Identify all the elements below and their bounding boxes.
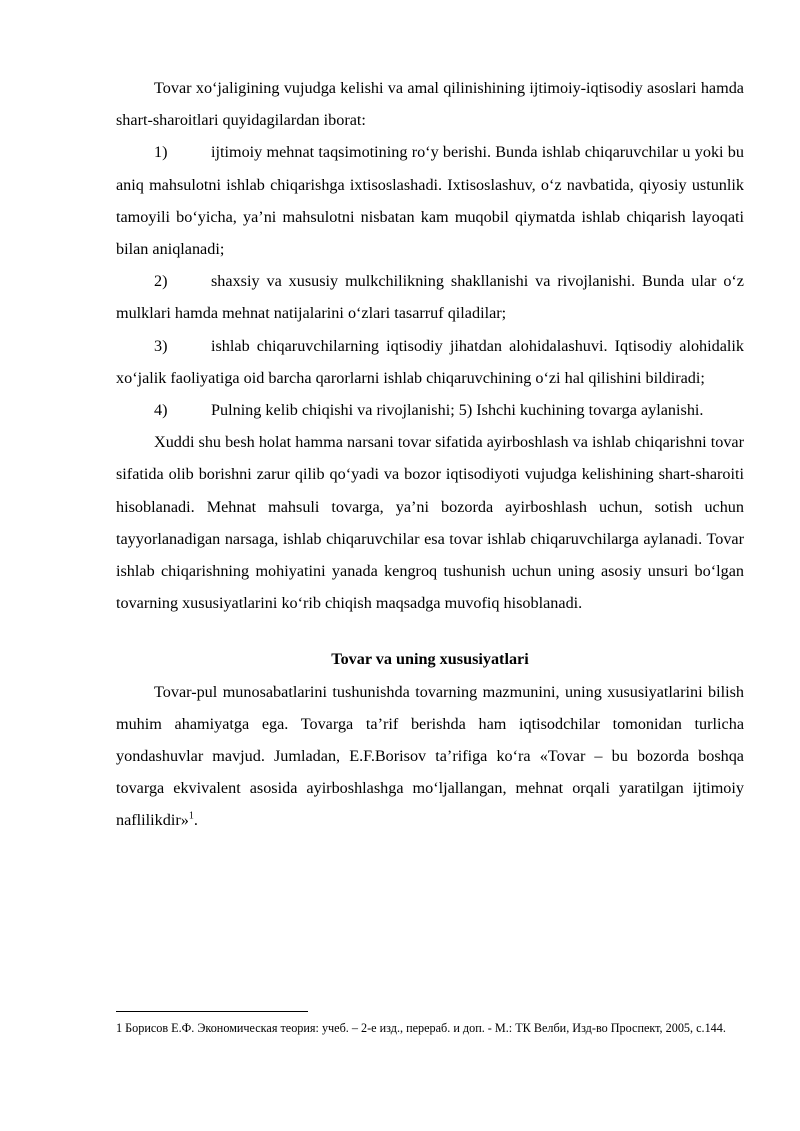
list-item-number: 2) — [154, 272, 168, 291]
list-item-number: 3) — [154, 336, 168, 355]
conclusion-paragraph: Xuddi shu besh holat hamma narsani tovar sifatida ayirboshlash va ishlab chiqarishni tovar sifatida olib borishni zarur qilib qo‘yadi va bozor iqtisodiyoti vujudga kelishining shart-sharoiti hisoblanadi. Mehnat mahsuli tovarga, ya’ni bozorda ayirboshlash uchun, sotish uchun tayyorlanadigan narsaga, ishlab chiqaruvchilar esa tovar ishlab chiqaruvchilarga aylanadi. Tovar ishlab chiqarishning mohiyatini yanada kengroq tushunish uchun uning asosiy unsuri bo‘lgan tovarning xususiyatlarini ko‘rib chiqish maqsadga muvofiq hisoblanadi. — [116, 433, 744, 613]
section-heading: Tovar va uning xususiyatlari — [331, 650, 529, 669]
list-item-number: 1) — [154, 143, 168, 162]
list-item-text: ijtimoiy mehnat taqsimotining ro‘y berishi. Bunda ishlab chiqaruvchilar u yoki bu aniq mahsulotni ishlab chiqarishga ixtisoslashadi. Ixtisoslashuv, o‘z navbatida, qiyosiy ustunlik tamoyili bo‘yicha, ya’ni mahsulotni nisbatan kam muqobil qiymatda ishlab chiqarish layoqati bilan aniqlanadi; — [116, 143, 744, 259]
document-page — [116, 72, 744, 837]
section-paragraph-end: . — [193, 811, 198, 830]
list-item-1 — [116, 136, 744, 265]
list-item-4 — [116, 394, 744, 426]
intro-paragraph: Tovar xo‘jaligining vujudga kelishi va amal qilinishining ijtimoiy-iqtisodiy asoslari hamda shart-sharoitlari quyidagilardan iborat: — [116, 79, 744, 130]
list-item-2 — [116, 265, 744, 329]
section-paragraph — [116, 676, 744, 837]
footnote-reference[interactable]: 1 — [188, 811, 194, 823]
list-item-text: shaxsiy va xususiy mulkchilikning shakllanishi va rivojlanishi. Bunda ular o‘z mulklari hamda mehnat natijalarini o‘zlari tasarruf qiladilar; — [116, 272, 744, 323]
list-item-text: Pulning kelib chiqishi va rivojlanishi; 5) Ishchi kuchining tovarga aylanishi. — [211, 401, 704, 420]
list-item-number: 4) — [154, 401, 168, 420]
list-item-text: ishlab chiqaruvchilarning iqtisodiy jihatdan alohidalashuvi. Iqtisodiy alohidalik xo‘jalik faoliyatiga oid barcha qarorlarni ishlab chiqaruvchining o‘zi hal qilishini bildiradi; — [116, 336, 744, 387]
section-paragraph-text: Tovar-pul munosabatlarini tushunishda tovarning mazmunini, uning xususiyatlarini bilish muhim ahamiyatga ega. Tovarga ta’rif berishda ham iqtisodchilar tomonidan turlicha yondashuvlar mavjud. Jumladan, E.F.Borisov ta’rifiga ko‘ra «Tovar – bu bozorda boshqa tovarga ekvivalent asosida ayirboshlashga mo‘ljallangan, mehnat orqali yaratilgan ijtimoiy naflilikdir» — [116, 682, 744, 830]
footnote-divider — [116, 1011, 308, 1012]
footnote: 1 Борисов Е.Ф. Экономическая теория: учеб. – 2-е изд., перераб. и доп. - М.: ТК Велби, Изд-во Проспект, 2005, с.144. — [116, 1021, 726, 1035]
list-item-3 — [116, 330, 744, 394]
